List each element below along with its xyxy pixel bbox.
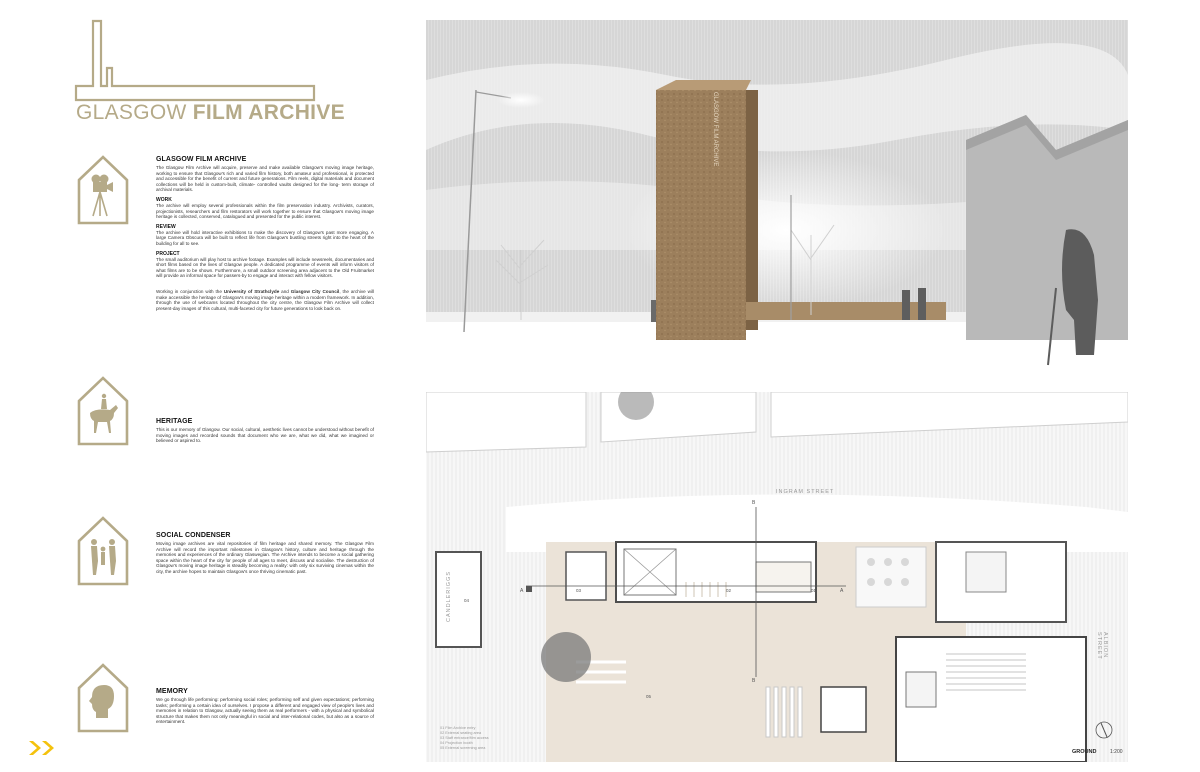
people-icon bbox=[76, 515, 130, 587]
subheading-review: REVIEW bbox=[156, 223, 176, 230]
camera-icon bbox=[76, 154, 130, 226]
section-text: The archive will employ several professionals within the film preservation industry. Archivists, curators, projectionists, researchers and film restorators will work together to ensure that Glasgow's moving image heritage is collected, conserved, catalogued and presented for the public interest. bbox=[156, 202, 374, 220]
room-label: 01 bbox=[811, 588, 817, 593]
level-label: GROUND bbox=[1072, 749, 1097, 755]
section-marker-b-top: B bbox=[752, 500, 756, 506]
subheading-work: WORK bbox=[156, 196, 172, 203]
section-title: SOCIAL CONDENSER bbox=[156, 532, 231, 539]
next-arrows-icon[interactable] bbox=[28, 740, 58, 756]
section-text: The Glasgow Film Archive will acquire, preserve and make available Glasgow's moving image heritage, working to ensure that Glasgow's rich and varied film history, both amateur and professional, is protected and accessible for the benefit of current and future generations. Film reels, digital materials and document collections will be held in custom-built, climate- controlled vaults designed for the long- term storage of archival materials. bbox=[156, 165, 374, 193]
room-label: 04 bbox=[464, 598, 470, 603]
street-render-image bbox=[426, 20, 1128, 370]
street-label-left: CANDLERIGGS bbox=[446, 570, 452, 622]
section-marker-a-left: A bbox=[520, 588, 524, 594]
head-profile-icon bbox=[76, 662, 130, 734]
legend-item: 03 Staff entrance/film access bbox=[440, 736, 489, 740]
room-label: 02 bbox=[726, 588, 732, 593]
section-title: HERITAGE bbox=[156, 418, 193, 425]
tower-lettering: GLASGOW FILM ARCHIVE bbox=[712, 92, 718, 167]
plan-legend bbox=[440, 726, 489, 751]
plan-drawing bbox=[426, 392, 1128, 762]
legend-item: 02 External seating area bbox=[440, 731, 482, 735]
section-film-archive bbox=[156, 156, 374, 311]
horse-statue-icon bbox=[76, 375, 130, 447]
section-marker-a-right: A bbox=[840, 588, 844, 594]
ground-floor-plan bbox=[426, 392, 1128, 762]
section-text: We go through life performing: performing social roles; performing self and given expectations; performing tasks; performing a certain idea of ourselves. I propose a different and engaged view of people's lives and memories in relation to Glasgow, actually seeing them as real performers - with a physical and symbolical structure that makes them not only meaningful in social and inter-relational codes, but also as a source of entertainment. bbox=[156, 697, 374, 725]
legend-item: 05 External screening area bbox=[440, 746, 486, 750]
closing-paragraph: Working in conjunction with the University of Strathclyde and Glasgow City Council, the archive will make accessible the heritage of Glasgow's moving image heritage within a modern framework. In addition, through the use of webcams located throughout the city centre, the Glasgow Film Archive will collect present-day images of this cultural, multi-faceted city for future generations to look back on. bbox=[156, 288, 374, 311]
section-title: GLASGOW FILM ARCHIVE bbox=[156, 156, 247, 163]
section-text: This is our memory of Glasgow. Our social, cultural, aesthetic lives cannot be understood without benefit of moving images and recorded sounds that document who we are, what we did, what we imagined or believed or aspired to. bbox=[156, 427, 374, 444]
section-memory bbox=[156, 688, 374, 725]
street-label-top: INGRAM STREET bbox=[776, 489, 835, 495]
section-text: The archive will hold interactive exhibitions to make the discovery of Glasgow's past more engaging. A large Camera Obscura will be built to reflect life from Glasgow's bustling streets right into the heart of the building for all to see. bbox=[156, 229, 374, 246]
section-heritage bbox=[156, 418, 374, 444]
subheading-project: PROJECT bbox=[156, 250, 180, 257]
legend-item: 04 Projection booth bbox=[440, 741, 473, 745]
section-text: The small auditorium will play host to archive footage. Examples will include newsreels, documentaries and short films based on the lives of Glasgow people. A dedicated programme of events will inform visitors of what films are to be shown. Furthermore, a small outdoor screening area adjacent to the Old Fruitmarket will provide an informal space for passers-by to engage and interact with fellow visitors. bbox=[156, 256, 374, 279]
logo-title: GLASGOW FILM ARCHIVE bbox=[76, 101, 345, 124]
scale-label: 1:200 bbox=[1110, 749, 1123, 755]
section-text: Moving image archives are vital repositories of film heritage and shared memory. The Glasgow Film Archive will record the important milestones in Glasgow's history, culture and heritage through the memories and experiences of the ordinary Glaswegian. The Archive intends to become a social gathering space within the heart of the city for people of all ages to meet, discuss and socialise. The destruction of Glasgow's moving image heritage is steadily becoming a reality: with only six surviving cinemas within the city, the archive hopes to maintain Glasgow's once thriving cinematic past. bbox=[156, 541, 374, 574]
room-label: 05 bbox=[646, 694, 652, 699]
section-title: MEMORY bbox=[156, 688, 188, 695]
section-marker-b-bottom: B bbox=[752, 678, 756, 684]
legend-item: 01 Film Archive entry bbox=[440, 726, 476, 730]
street-label-right: ALBION STREET bbox=[1096, 632, 1108, 660]
section-social-condenser bbox=[156, 532, 374, 575]
room-label: 03 bbox=[576, 588, 582, 593]
